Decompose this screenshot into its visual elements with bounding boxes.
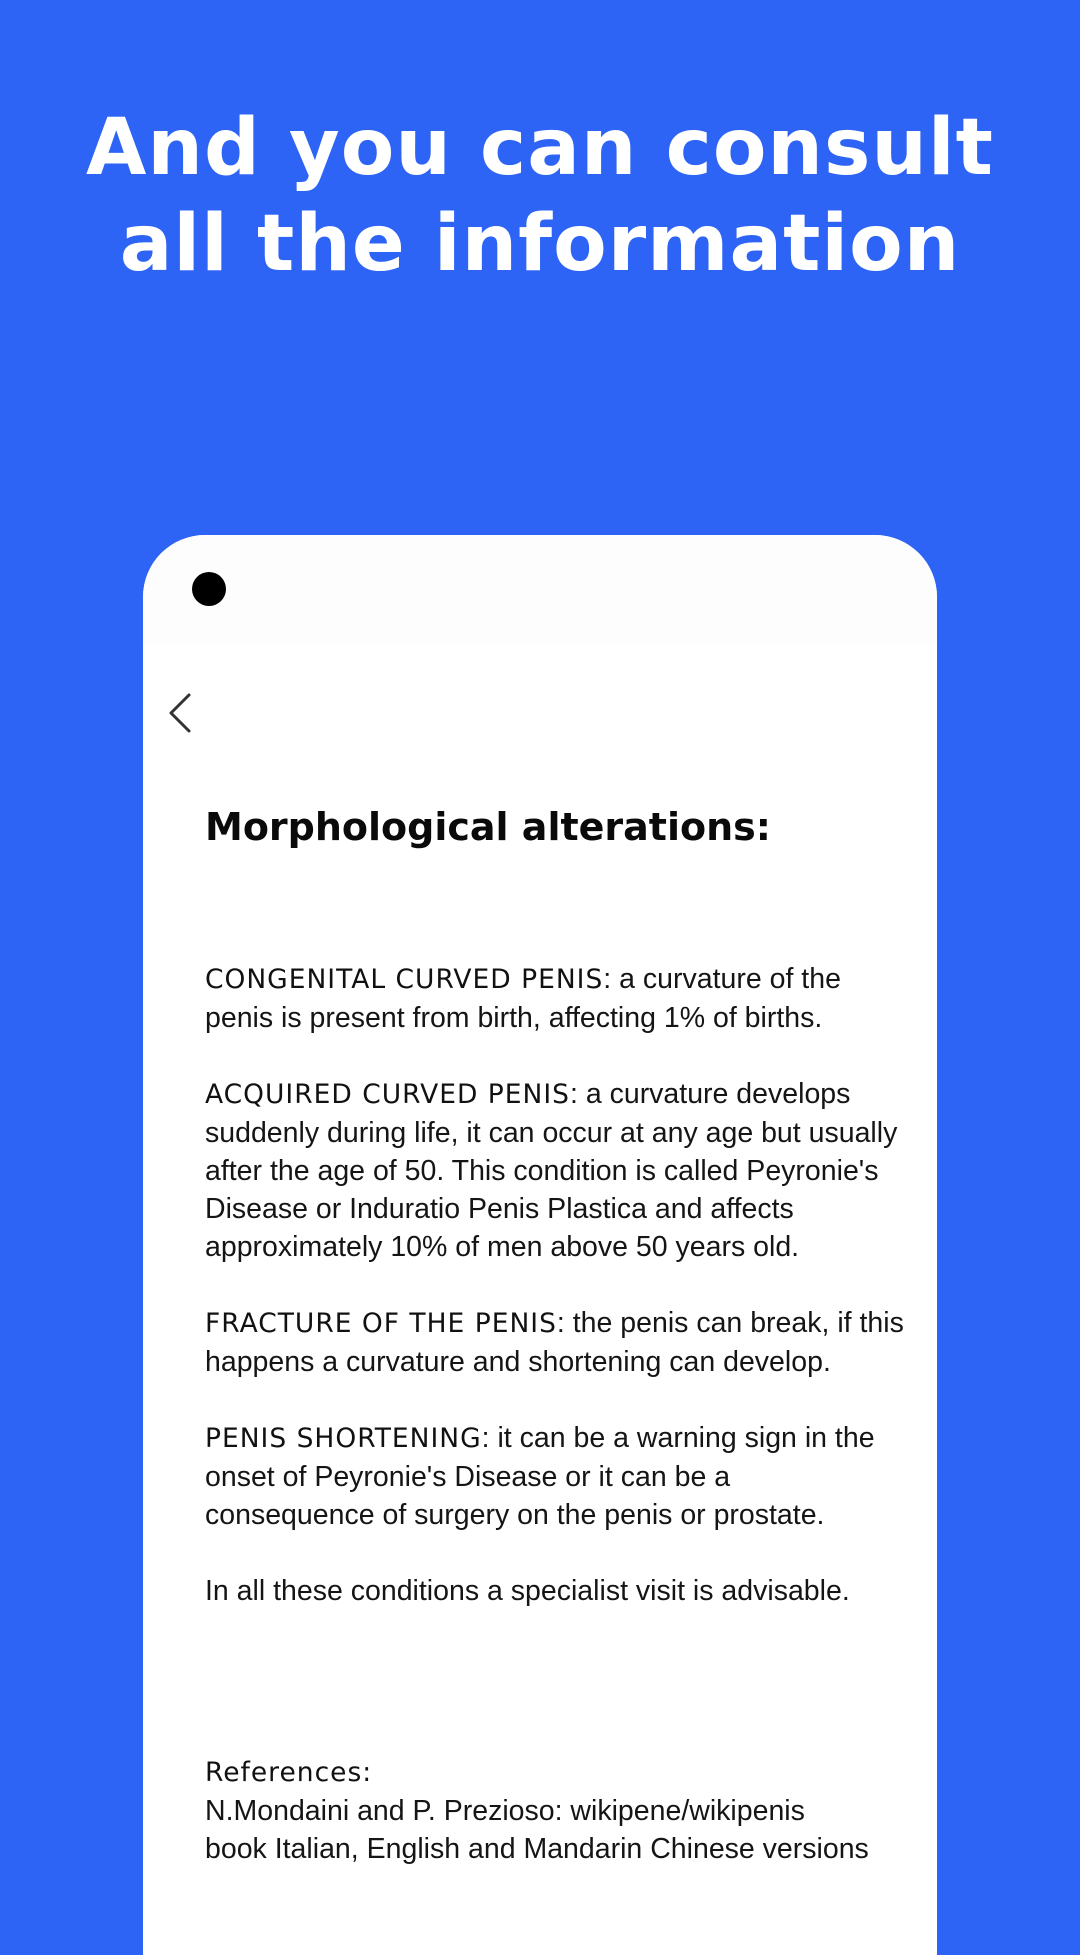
phone-screen bbox=[143, 535, 937, 1955]
chevron-left-icon bbox=[159, 683, 203, 743]
reference-line-1: N.Mondaini and P. Prezioso: wikipene/wikipenis bbox=[205, 1795, 805, 1827]
status-bar bbox=[143, 535, 937, 643]
references-block bbox=[205, 1754, 905, 1868]
section-term: FRACTURE OF THE PENIS bbox=[205, 1308, 557, 1339]
reference-line-2: book Italian, English and Mandarin Chinese versions bbox=[205, 1833, 869, 1865]
section-text: : it can be a warning sign in the onset of Peyronie's Disease or it can be a consequence of surgery on the penis or prostate. bbox=[205, 1422, 875, 1531]
section-congenital-curved-penis bbox=[205, 960, 905, 1037]
section-penis-shortening bbox=[205, 1419, 905, 1534]
references-label: References: bbox=[205, 1757, 373, 1788]
headline-line-1: And you can consult bbox=[86, 103, 994, 193]
section-text: : the penis can break, if this happens a curvature and shortening can develop. bbox=[205, 1307, 904, 1378]
section-term: PENIS SHORTENING bbox=[205, 1423, 482, 1454]
back-button[interactable] bbox=[159, 683, 203, 743]
promo-headline bbox=[0, 100, 1080, 292]
section-term: CONGENITAL CURVED PENIS bbox=[205, 964, 604, 995]
headline-line-2: all the information bbox=[119, 199, 961, 289]
article-body bbox=[205, 960, 905, 1648]
section-text: : a curvature of the penis is present from birth, affecting 1% of births. bbox=[205, 963, 841, 1034]
section-acquired-curved-penis bbox=[205, 1075, 905, 1266]
camera-punch-hole bbox=[192, 572, 226, 606]
advice-text: In all these conditions a specialist visit is advisable. bbox=[205, 1575, 850, 1607]
section-text: : a curvature develops suddenly during life, it can occur at any age but usually after the age of 50. This condition is called Peyronie's Disease or Induratio Penis Plastica and affects approximately 10% of men above 50 years old. bbox=[205, 1078, 898, 1263]
section-term: ACQUIRED CURVED PENIS bbox=[205, 1079, 570, 1110]
page-title: Morphological alterations: bbox=[205, 805, 771, 849]
section-fracture-of-the-penis bbox=[205, 1304, 905, 1381]
